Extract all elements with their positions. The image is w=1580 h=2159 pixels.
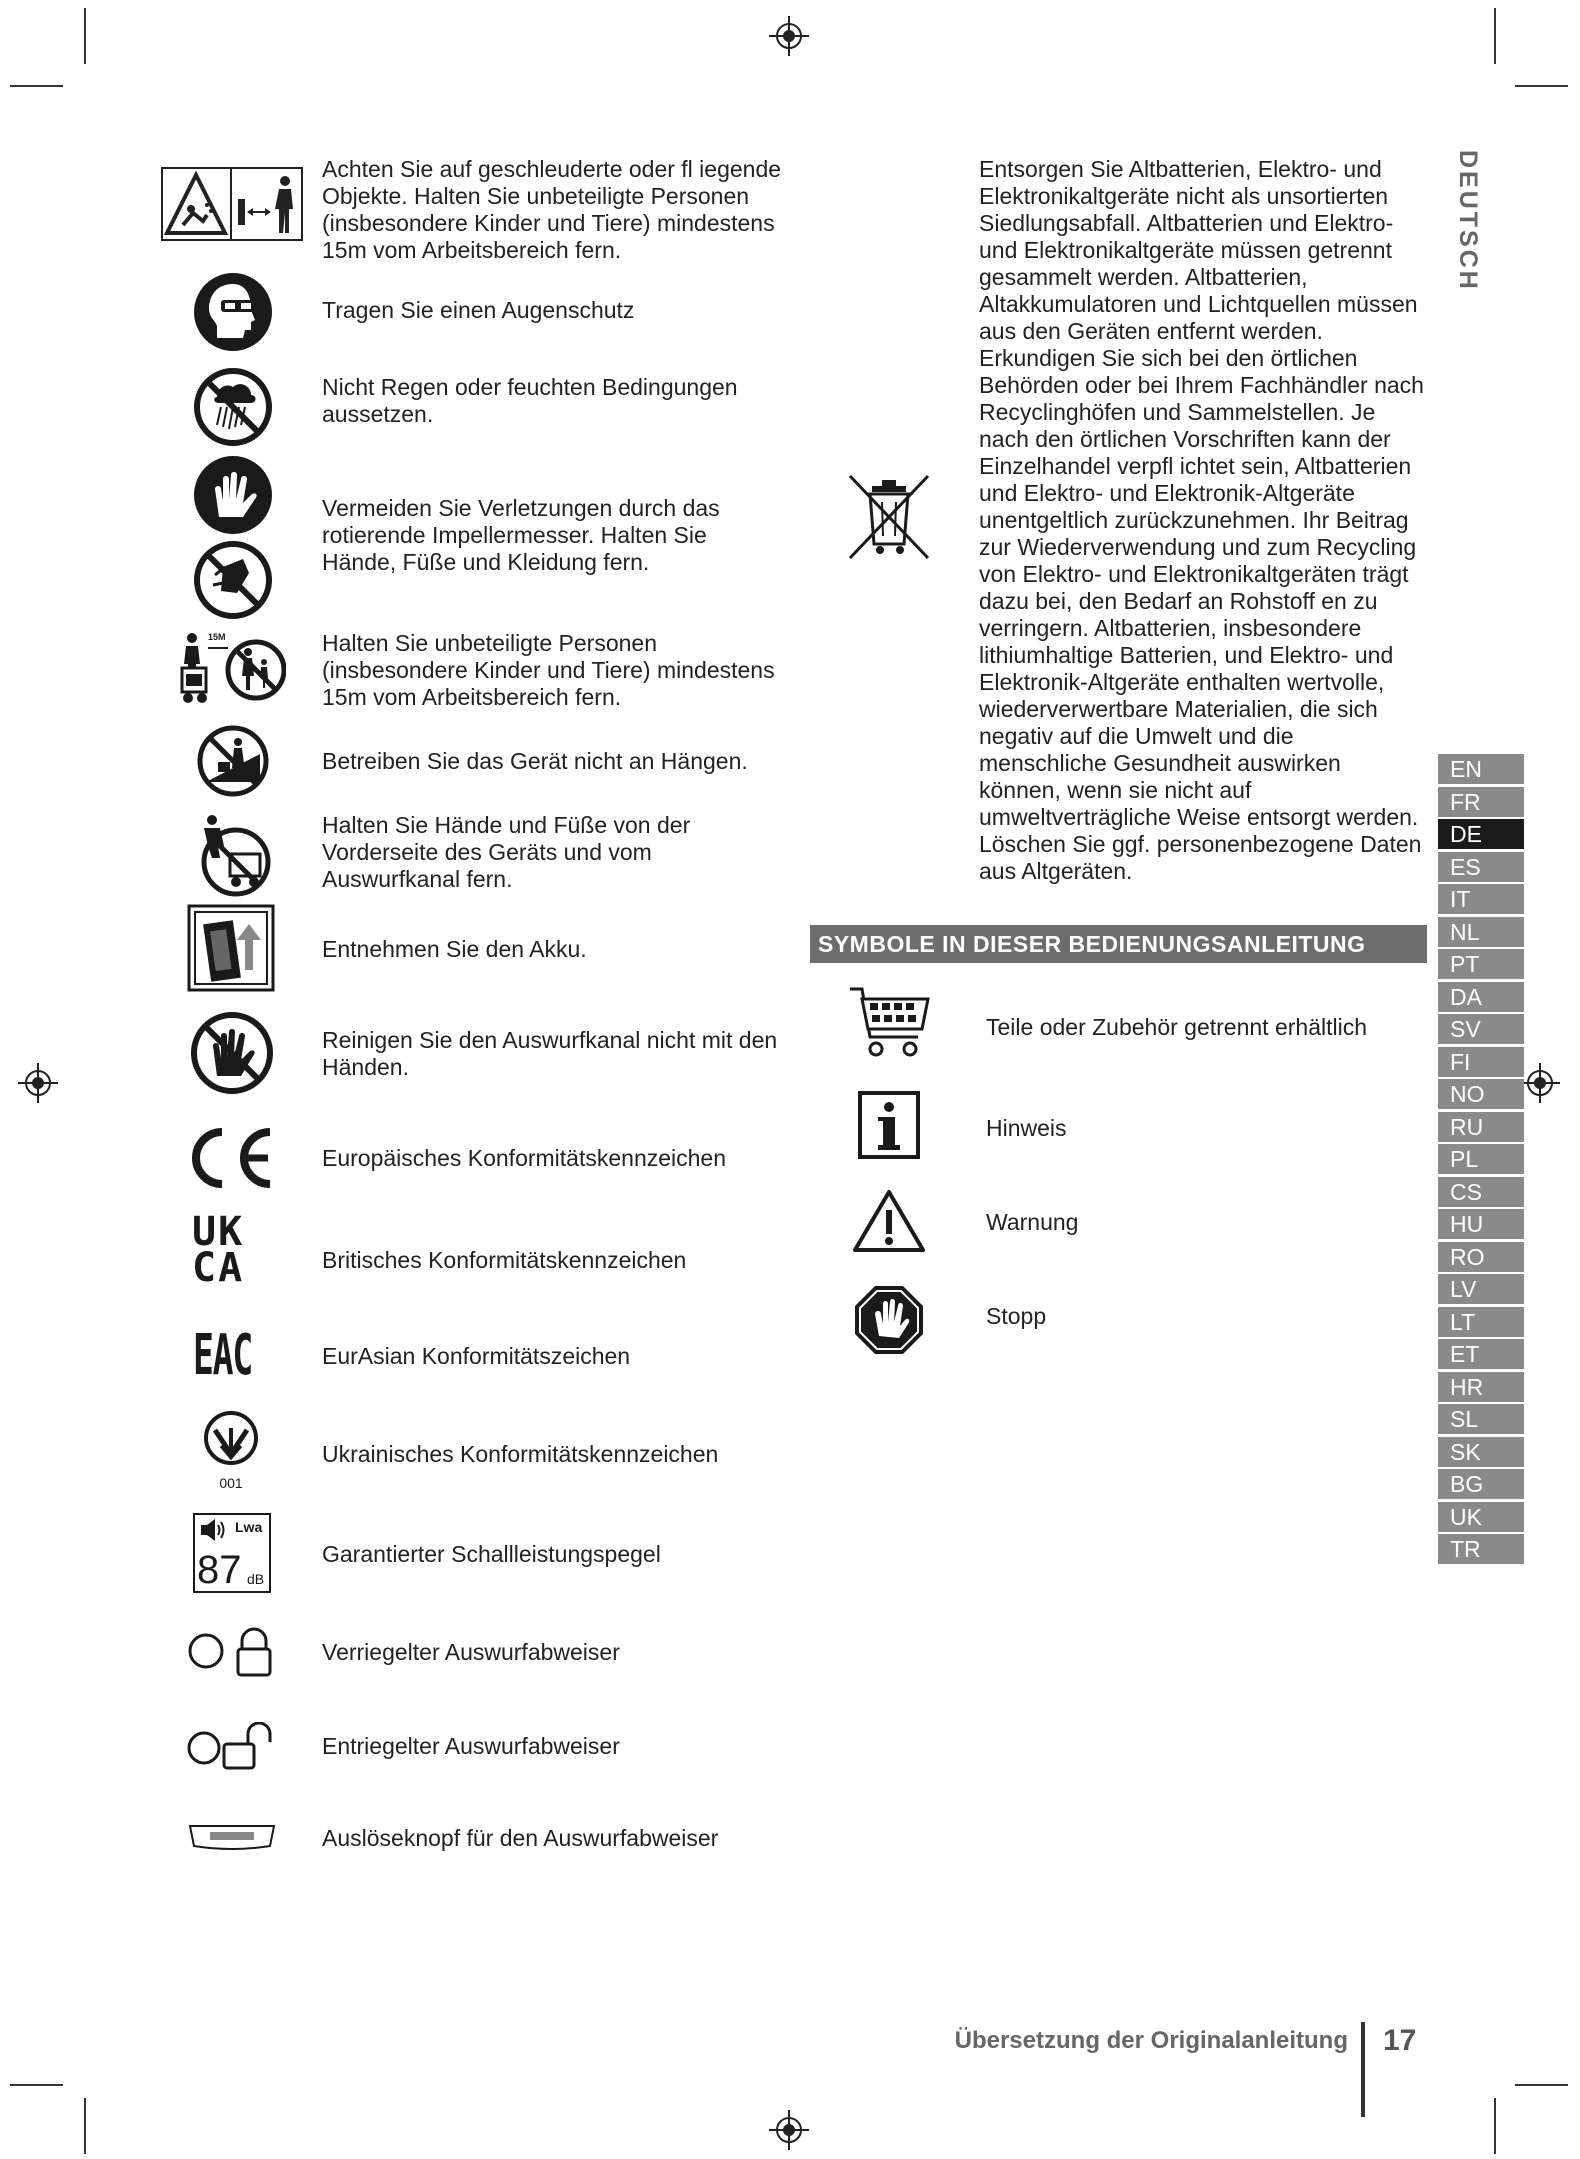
warning-icon — [852, 1188, 926, 1254]
lwa-label: Lwa — [235, 1519, 263, 1535]
crop-mark-tr-v — [1494, 8, 1496, 64]
registration-mark-right — [1520, 1063, 1560, 1103]
language-tab-sk[interactable]: SK — [1438, 1437, 1524, 1467]
row-text-no-hand-cleaning: Reinigen Sie den Auswurfkanal nicht mit den Händen. — [322, 1027, 778, 1080]
row-text-unlocked: Entriegelter Auswurfabweiser — [322, 1733, 620, 1759]
locked-deflector-icon — [186, 1625, 278, 1679]
symbol-text-cart: Teile oder Zubehör getrennt erhältlich — [986, 1014, 1368, 1040]
symbols-section-title: SYMBOLE IN DIESER BEDIENUNGSANLEITUNG — [810, 925, 1427, 963]
language-tab-no[interactable]: NO — [1438, 1079, 1524, 1109]
language-tab-da[interactable]: DA — [1438, 982, 1524, 1012]
registration-mark-bottom — [769, 2110, 809, 2150]
footer-title: Übersetzung der Originalanleitung — [954, 2027, 1348, 2054]
row-text-release-button: Auslöseknopf für den Auswurfabweiser — [322, 1825, 719, 1851]
language-tab-lt[interactable]: LT — [1438, 1307, 1524, 1337]
crossed-bin-icon — [846, 472, 932, 562]
language-tab-cs[interactable]: CS — [1438, 1177, 1524, 1207]
keep-hands-feet-away-icon — [190, 812, 276, 898]
no-hand-cleaning-icon — [189, 1010, 275, 1096]
remove-battery-icon — [187, 904, 275, 992]
footer-separator — [1361, 2022, 1365, 2117]
no-rain-icon — [193, 367, 273, 447]
sound-power-icon — [193, 1513, 271, 1593]
db-unit: dB — [247, 1571, 265, 1587]
language-tab-sl[interactable]: SL — [1438, 1404, 1524, 1434]
row-text-sound: Garantierter Schallleistungspegel — [322, 1541, 661, 1567]
language-tab-nl[interactable]: NL — [1438, 917, 1524, 947]
language-tab-lv[interactable]: LV — [1438, 1274, 1524, 1304]
ukraine-mark-code: 001 — [219, 1475, 243, 1491]
speaker-icon — [197, 1517, 227, 1543]
language-tab-et[interactable]: ET — [1438, 1339, 1524, 1369]
ukca-mark-icon — [192, 1209, 272, 1291]
language-tab-hu[interactable]: HU — [1438, 1209, 1524, 1239]
language-tab-en[interactable]: EN — [1438, 754, 1524, 784]
language-tab-ru[interactable]: RU — [1438, 1112, 1524, 1142]
language-tab-hr[interactable]: HR — [1438, 1372, 1524, 1402]
language-tab-pl[interactable]: PL — [1438, 1144, 1524, 1174]
page-number: 17 — [1383, 2024, 1417, 2057]
row-text-battery: Entnehmen Sie den Akku. — [322, 936, 587, 962]
unlocked-deflector-icon — [186, 1722, 282, 1772]
keep-bystanders-away-icon — [178, 630, 286, 706]
crop-mark-br-h — [1515, 2084, 1568, 2086]
registration-mark-top — [769, 16, 809, 56]
ce-mark-icon — [184, 1126, 278, 1190]
language-tab-fr[interactable]: FR — [1438, 787, 1524, 817]
crop-mark-tl-h — [10, 85, 63, 87]
language-tab-de[interactable]: DE — [1438, 819, 1524, 849]
crop-mark-tr-h — [1515, 85, 1568, 87]
side-language-label: DEUTSCH — [1454, 150, 1482, 292]
language-tab-fi[interactable]: FI — [1438, 1047, 1524, 1077]
row-text-ukca: Britisches Konformitätskennzeichen — [322, 1247, 687, 1273]
no-slopes-icon — [196, 724, 270, 798]
info-icon — [858, 1091, 920, 1159]
stop-icon — [853, 1284, 925, 1356]
crop-mark-br-v — [1494, 2098, 1496, 2154]
symbol-text-warning: Warnung — [986, 1209, 1079, 1235]
ukca-ca-label: CA — [192, 1245, 245, 1291]
language-tab-pt[interactable]: PT — [1438, 949, 1524, 979]
rotating-impeller-hand-icon — [193, 455, 273, 620]
row-text-ukraine: Ukrainisches Konformitätskennzeichen — [322, 1441, 719, 1467]
language-tab-uk[interactable]: UK — [1438, 1502, 1524, 1532]
language-tab-it[interactable]: IT — [1438, 884, 1524, 914]
disposal-text: Entsorgen Sie Altbatterien, Elektro- und Elektronikaltgeräte nicht als unsortierten Siedlungsabfall. Altbatterien und Elektro- und Elektronikaltgeräte müssen getrennt gesammelt werden. Altbatterien, Altakkumulatoren und Lichtquellen müssen aus den Geräten entfernt werden. Erkundigen Sie sich bei den örtlichen Behörden oder bei Ihrem Fachhändler nach Recyclinghöfen und Sammelstellen. Je nach den örtlichen Vorschriften kann der Einzelhandel verpfl ichtet sein, Altbatterien und Elektro- und Elektronik-Altgeräte unentgeltlich zurückzunehmen. Ihr Beitrag zur Wiederverwendung und zum Recycling von Elektro- und Elektronikaltgeräten trägt dazu bei, den Bedarf an Rohstoff en zu verringern. Altbatterien, insbesondere lithiumhaltige Batterien, und Elektro- und Elektronik-Altgeräte enthalten wertvolle, wiederverwertbare Materialien, die sich negativ auf die Umwelt und die menschliche Gesundheit auswirken können, wenn sie nicht auf umweltverträgliche Weise entsorgt werden. Löschen Sie ggf. personenbezogene Daten aus Altgeräten. — [979, 156, 1424, 884]
language-tab-sv[interactable]: SV — [1438, 1014, 1524, 1044]
row-text-impeller: Vermeiden Sie Verletzungen durch das rotierende Impellermesser. Halten Sie Hände, Füße und Kleidung fern. — [322, 495, 720, 575]
language-tab-tr[interactable]: TR — [1438, 1534, 1524, 1564]
row-text-locked: Verriegelter Auswurfabweiser — [322, 1639, 620, 1665]
ukraine-mark-icon — [203, 1410, 259, 1494]
thrown-objects-warning-icon — [161, 167, 303, 241]
crop-mark-bl-h — [10, 2084, 63, 2086]
row-text-bystanders: Halten Sie unbeteiligte Personen (insbesondere Kinder und Tiere) mindestens 15m vom Arbeitsbereich fern. — [322, 630, 775, 710]
row-text-thrown-objects: Achten Sie auf geschleuderte oder fl iegende Objekte. Halten Sie unbeteiligte Personen (insbesondere Kinder und Tiere) mindestens 15m vom Arbeitsbereich fern. — [322, 156, 782, 263]
ukca-uk-label: UK — [192, 1209, 245, 1255]
row-text-slopes: Betreiben Sie das Gerät nicht an Hängen. — [322, 748, 748, 774]
row-text-ce: Europäisches Konformitätskennzeichen — [322, 1145, 727, 1171]
cart-icon — [848, 985, 930, 1063]
row-text-eac: EurAsian Konformitätszeichen — [322, 1343, 631, 1369]
language-tab-es[interactable]: ES — [1438, 852, 1524, 882]
language-tabs — [1438, 754, 1524, 1567]
eac-label: EAC — [193, 1323, 252, 1388]
language-tab-ro[interactable]: RO — [1438, 1242, 1524, 1272]
eac-mark-icon — [193, 1320, 273, 1392]
registration-mark-left — [18, 1063, 58, 1103]
row-text-hands-feet: Halten Sie Hände und Füße von der Vorderseite des Geräts und vom Auswurfkanal fern. — [322, 812, 691, 892]
row-text-eye-protection: Tragen Sie einen Augenschutz — [322, 297, 635, 323]
row-text-no-rain: Nicht Regen oder feuchten Bedingungen aussetzen. — [322, 374, 738, 427]
crop-mark-bl-v — [84, 2098, 86, 2154]
symbol-text-info: Hinweis — [986, 1115, 1067, 1141]
language-tab-bg[interactable]: BG — [1438, 1469, 1524, 1499]
crop-mark-tl-v — [84, 8, 86, 64]
db-value: 87 — [197, 1548, 242, 1592]
symbol-text-stop: Stopp — [986, 1303, 1047, 1329]
distance-label: 15M — [208, 632, 226, 642]
eye-protection-icon — [193, 272, 273, 352]
release-button-icon — [186, 1818, 278, 1854]
